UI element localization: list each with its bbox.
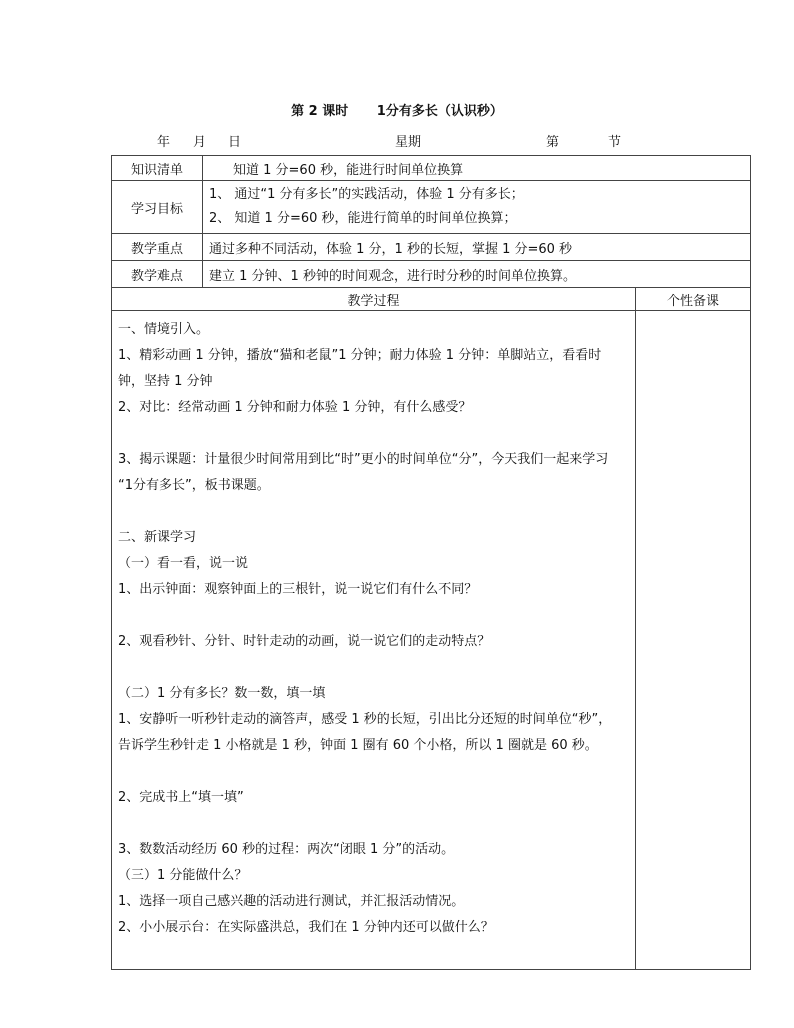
difficulty-label: 教学难点 [112,261,203,288]
s2-subsection-2: （二）1 分有多长？数一数，填一填 [118,686,326,701]
s1-paragraph-3a: 3、揭示课题：计量很少时间常用到比“时”更小的时间单位“分”，今天我们一起来学习 [118,452,609,467]
notes-column [636,311,751,970]
process-row [112,311,751,970]
s1-paragraph-3b: “1分有多长”，板书课题。 [118,478,270,493]
key-label: 教学重点 [112,234,203,261]
section-suffix: 节 [608,135,622,150]
s2-sub1-paragraph-1: 1、出示钟面：观察钟面上的三根针，说一说它们有什么不同？ [118,582,478,597]
process-header: 教学过程 [112,288,636,311]
lesson-number: 第 2 课时 [291,104,349,119]
key-row [112,234,751,261]
day-label: 日 [228,135,242,150]
notes-header: 个性备课 [636,288,751,311]
s2-sub3-paragraph-2: 2、小小展示台：在实际盛洪总，我们在 1 分钟内还可以做什么？ [118,920,494,935]
key-text: 通过多种不同活动，体验 1 分，1 秒的长短，掌握 1 分=60 秒 [203,234,751,261]
process-header-row [112,288,751,311]
s2-subsection-1: （一）看一看，说一说 [118,556,249,571]
lesson-name: 1分有多长（认识秒） [376,104,503,119]
difficulty-row [112,261,751,288]
goals-label: 学习目标 [112,181,203,234]
s2-sub1-paragraph-2: 2、观看秒针、分针、时针走动的动画，说一说它们的走动特点？ [118,634,491,649]
goals-cell [203,181,751,234]
goal-1: 1、 通过“1 分有多长”的实践活动，体验 1 分有多长； [209,187,524,202]
month-label: 月 [193,135,207,150]
weekday-label: 星期 [395,135,422,150]
s1-paragraph-1b: 钟，坚持 1 分钟 [118,374,213,389]
year-label: 年 [157,135,171,150]
section-prefix: 第 [546,135,560,150]
s2-sub2-paragraph-3: 3、数数活动经历 60 秒的过程：两次“闭眼 1 分”的活动。 [118,842,455,857]
lesson-title [0,100,794,119]
s2-sub2-paragraph-1a: 1、安静听一听秒针走动的滴答声，感受 1 秒的长短，引出比分还短的时间单位“秒”， [118,712,612,727]
s2-sub3-paragraph-1: 1、选择一项自己感兴趣的活动进行测试，并汇报活动情况。 [118,894,465,909]
lesson-plan-table [111,155,751,970]
knowledge-row [112,156,751,181]
process-content [112,311,636,970]
s2-sub2-paragraph-2: 2、完成书上“填一填” [118,790,244,805]
s2-subsection-3: （三）1 分能做什么？ [118,868,248,883]
s1-paragraph-2: 2、对比：经常动画 1 分钟和耐力体验 1 分钟，有什么感受？ [118,400,472,415]
goals-row [112,181,751,234]
s1-paragraph-1a: 1、精彩动画 1 分钟，播放“猫和老鼠”1 分钟；耐力体验 1 分钟：单脚站立，看看时 [118,348,602,363]
knowledge-text: 知道 1 分=60 秒，能进行时间单位换算 [203,156,751,181]
s2-sub2-paragraph-1b: 告诉学生秒针走 1 小格就是 1 秒，钟面 1 圈有 60 个小格，所以 1 圈就是 60 秒。 [118,738,598,753]
goal-2: 2、 知道 1 分=60 秒，能进行简单的时间单位换算； [209,211,517,226]
difficulty-text: 建立 1 分钟、1 秒钟的时间观念，进行时分秒的时间单位换算。 [203,261,751,288]
section-1-title: 一、情境引入。 [118,322,210,337]
section-2-title: 二、新课学习 [118,530,197,545]
knowledge-label: 知识清单 [112,156,203,181]
